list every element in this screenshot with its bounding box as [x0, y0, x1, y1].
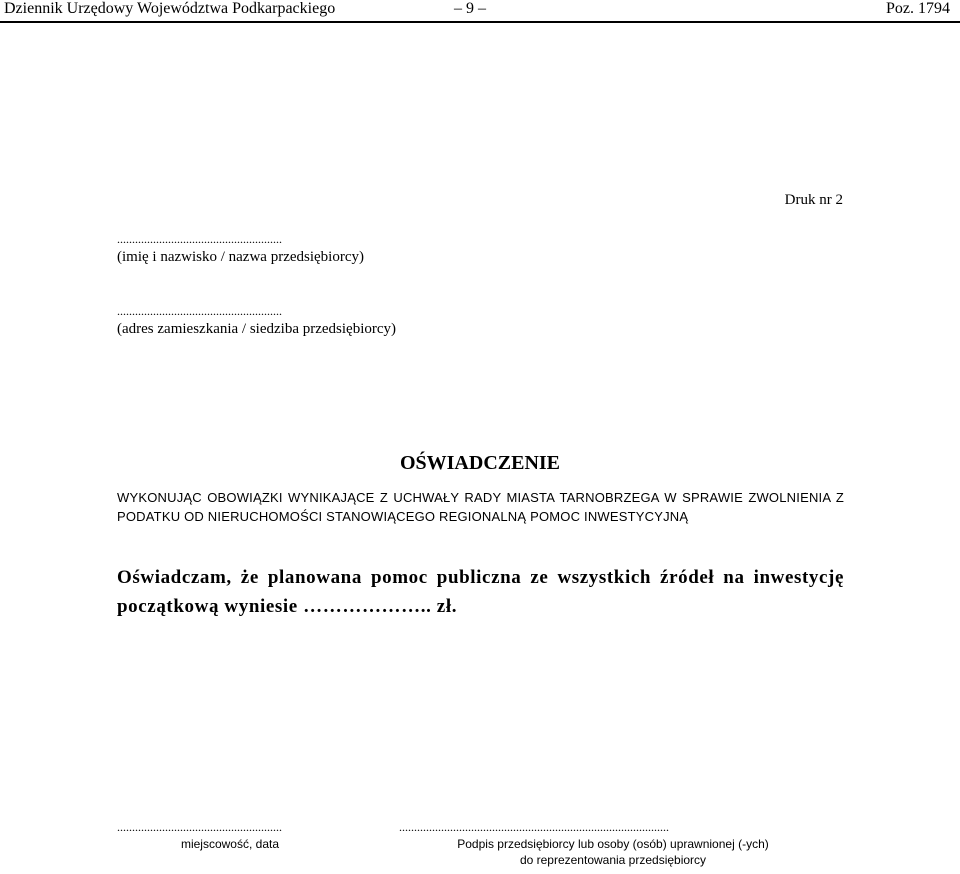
document-title: OŚWIADCZENIE: [399, 452, 561, 474]
place-date-caption: miejscowość, data: [180, 837, 280, 851]
place-date-dots: .......................................................: [117, 820, 282, 834]
statement-text: Oświadczam, że planowana pomoc publiczna ze wszystkich źródeł na inwestycję początkową wyniesie ……………….. zł.: [117, 567, 844, 617]
signature-caption-line1: Podpis przedsiębiorcy lub osoby (osób) uprawnionej (-ych): [457, 837, 769, 851]
page-header: [0, 0, 960, 24]
form-number: Druk nr 2: [784, 192, 843, 208]
name-field-dots: .......................................................: [117, 232, 282, 246]
signature-caption-line2: do reprezentowania przedsiębiorcy: [519, 853, 707, 867]
position-number: Poz. 1794: [886, 0, 950, 17]
name-field-caption: (imię i nazwisko / nazwa przedsiębiorcy): [117, 249, 364, 265]
document-subtitle: WYKONUJĄC OBOWIĄZKI WYNIKAJĄCE Z UCHWAŁY RADY MIASTA TARNOBRZEGA W SPRAWIE ZWOLNIENIA Z PODATKU OD NIERUCHOMOŚCI STANOWIĄCEGO REGIONALNĄ POMOC INWESTYCYJNĄ: [117, 490, 844, 524]
journal-title: Dziennik Urzędowy Województwa Podkarpackiego: [4, 0, 336, 17]
address-field-dots: .......................................................: [117, 304, 282, 318]
address-field-caption: (adres zamieszkania / siedziba przedsiębiorcy): [117, 321, 397, 337]
page-number: – 9 –: [454, 0, 486, 17]
header-divider: [0, 21, 960, 23]
signature-dots: ..........................................................................................: [399, 820, 669, 834]
